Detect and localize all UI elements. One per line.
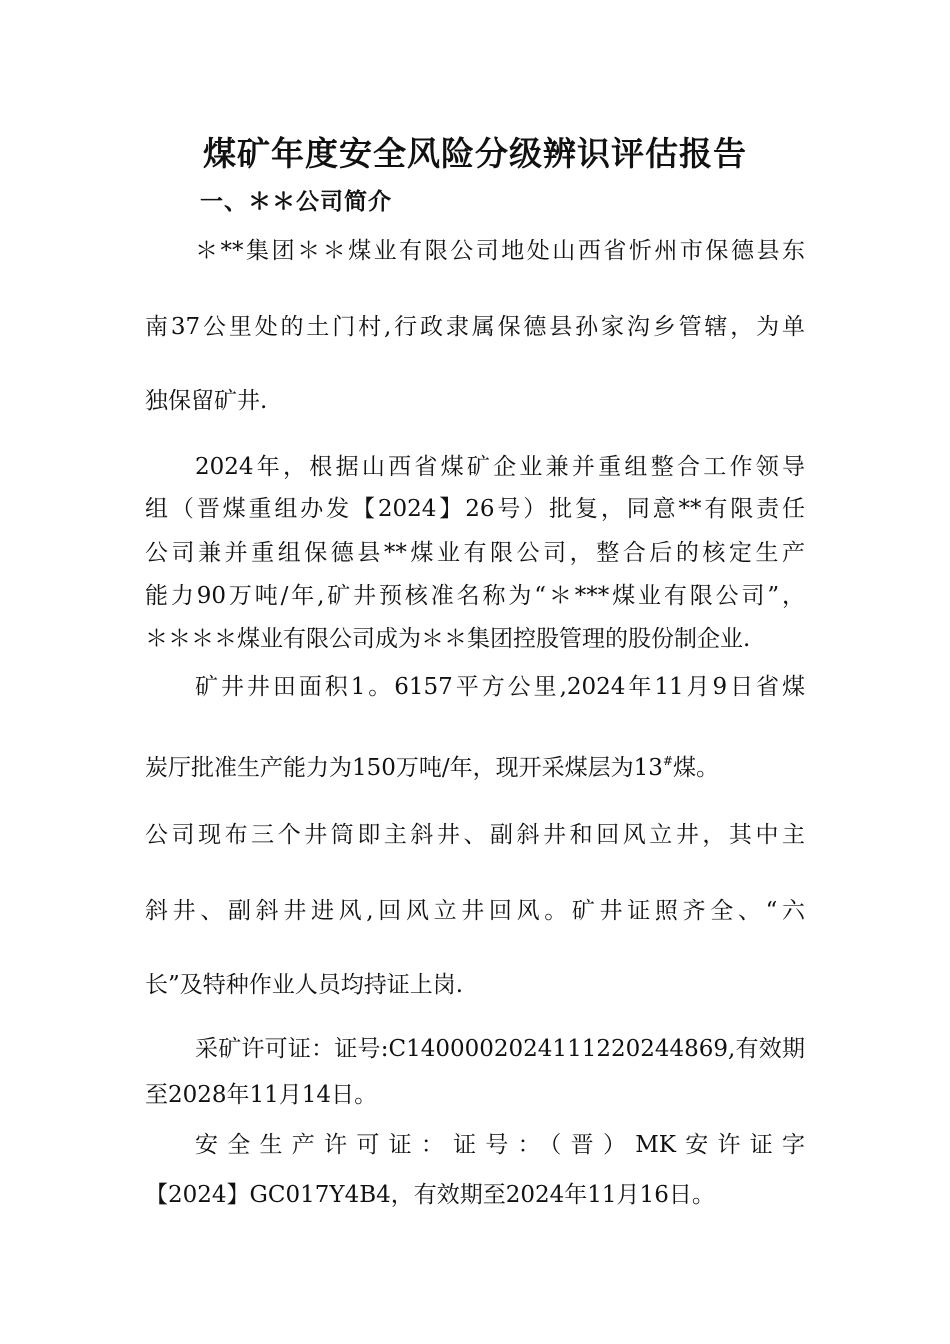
paragraph-text: 炭厅批准生产能力为150万吨/年，现开采煤层为13 (145, 755, 663, 781)
seam-superscript: # (662, 754, 673, 768)
paragraph-line: 独保留矿井. (145, 388, 268, 414)
document-title: 煤矿年度安全风险分级辨识评估报告 (203, 134, 747, 173)
paragraph-line: 公司兼并重组保德县**煤业有限公司，整合后的核定生产 (145, 540, 805, 566)
paragraph-line: 【2024】GC017Y4B4，有效期至2024年11月16日。 (145, 1182, 715, 1208)
paragraph-line: 2024年，根据山西省煤矿企业兼并重组整合工作领导 (195, 454, 805, 480)
paragraph-line: 组（晋煤重组办发【2024】26号）批复，同意**有限责任 (145, 496, 805, 522)
paragraph-line: 公司现布三个井筒即主斜井、副斜井和回风立井，其中主 (145, 822, 805, 848)
paragraph-line: 安全生产许可证：证号：（晋）MK安许证字 (195, 1132, 805, 1158)
paragraph-line: 采矿许可证：证号:C1400002024111220244869,有效期 (195, 1036, 805, 1062)
paragraph-line: 矿井井田面积1。6157平方公里,2024年11月9日省煤 (195, 674, 805, 700)
paragraph-line (145, 746, 805, 783)
paragraph-text-tail: 煤。 (672, 755, 719, 781)
paragraph-line: 至2028年11月14日。 (145, 1082, 378, 1108)
section-heading: 一、＊＊公司简介 (200, 189, 392, 215)
paragraph-line: ＊＊＊＊煤业有限公司成为＊＊集团控股管理的股份制企业. (145, 626, 751, 652)
paragraph-line: 能力90万吨/年,矿井预核准名称为“＊***煤业有限公司”， (145, 583, 805, 609)
paragraph-line: 长”及特种作业人员均持证上岗. (145, 972, 464, 998)
paragraph-line: ＊**集团＊＊煤业有限公司地处山西省忻州市保德县东 (195, 238, 805, 264)
paragraph-line: 南37公里处的土门村,行政隶属保德县孙家沟乡管辖，为单 (145, 314, 805, 340)
paragraph-line: 斜井、副斜井进风,回风立井回风。矿井证照齐全、“六 (145, 898, 805, 924)
